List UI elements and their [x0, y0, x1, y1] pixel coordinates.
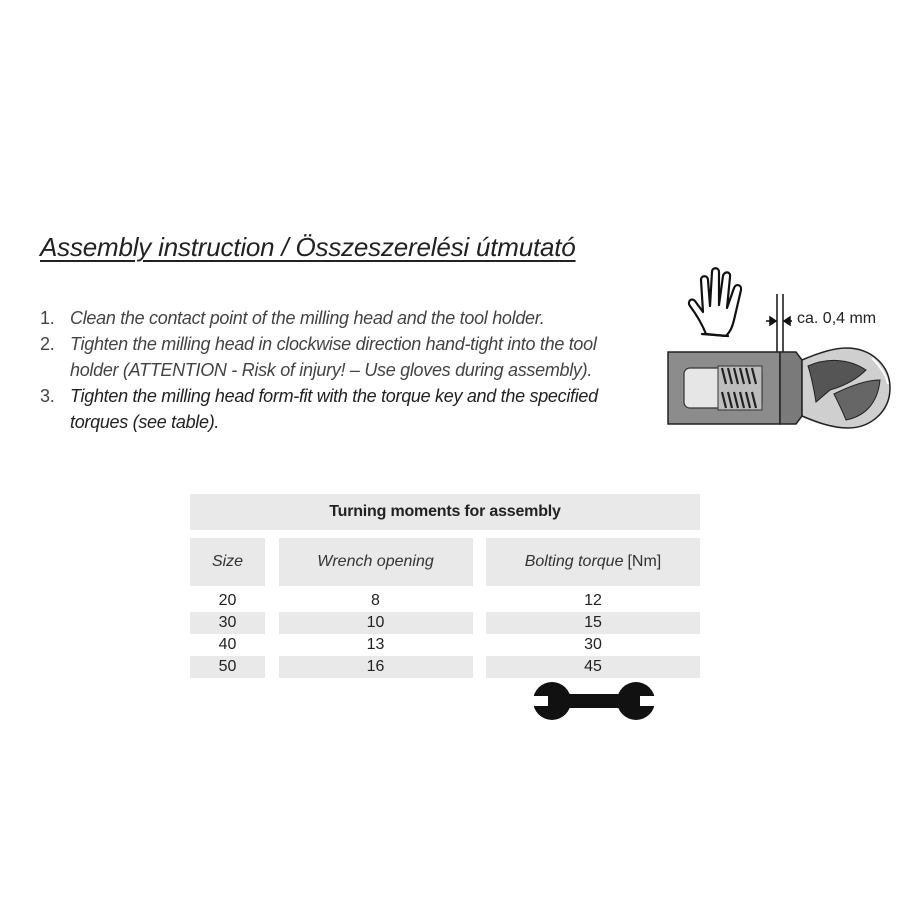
table-title: Turning moments for assembly	[190, 494, 700, 530]
step-item	[40, 383, 640, 435]
table-row	[190, 634, 700, 656]
header-torque-label: Bolting torque	[524, 553, 624, 570]
cell-wrench: 10	[279, 612, 473, 634]
step-item	[40, 331, 640, 383]
table-header-row	[190, 538, 700, 586]
cell-size: 50	[190, 656, 265, 678]
step-number: 3.	[40, 386, 55, 406]
step-number: 2.	[40, 334, 55, 354]
table-row	[190, 590, 700, 612]
table-row	[190, 656, 700, 678]
tool-holder-drawing	[668, 352, 780, 424]
step-text: Tighten the milling head in clockwise direction hand-tight into the tool holder (ATTENTION - Risk of injury! – Use gloves during assembly).	[70, 334, 597, 380]
step-text: Tighten the milling head form-fit with the torque key and the specified torques (see table).	[70, 386, 598, 432]
cell-torque: 15	[486, 612, 700, 634]
step-number: 1.	[40, 308, 55, 328]
cell-torque: 45	[486, 656, 700, 678]
cell-wrench: 13	[366, 636, 385, 653]
step-item	[40, 305, 640, 331]
step-text: Clean the contact point of the milling head and the tool holder.	[70, 308, 545, 328]
open-end-wrench-icon	[532, 680, 656, 722]
cell-wrench: 8	[371, 592, 380, 609]
header-wrench-opening: Wrench opening	[279, 538, 473, 586]
header-bolting-torque	[486, 538, 700, 586]
header-torque-unit: [Nm]	[627, 553, 662, 570]
milling-head-illustration	[666, 262, 896, 432]
gap-arrows-icon	[766, 294, 792, 358]
cell-wrench: 16	[279, 656, 473, 678]
assembly-steps-list	[40, 305, 640, 435]
cell-size: 30	[190, 612, 265, 634]
cell-size: 20	[218, 592, 237, 609]
table-body	[190, 590, 700, 678]
cell-torque: 30	[584, 636, 602, 653]
torque-table	[190, 494, 700, 678]
cell-size: 40	[218, 636, 237, 653]
cell-torque: 12	[584, 592, 602, 609]
table-row	[190, 612, 700, 634]
milling-head-drawing	[780, 348, 890, 428]
glove-hand-icon	[689, 268, 741, 336]
header-size: Size	[190, 538, 265, 586]
gap-label: ca. 0,4 mm	[797, 310, 877, 327]
page-title: Assembly instruction / Összeszerelési útmutató	[40, 232, 576, 262]
